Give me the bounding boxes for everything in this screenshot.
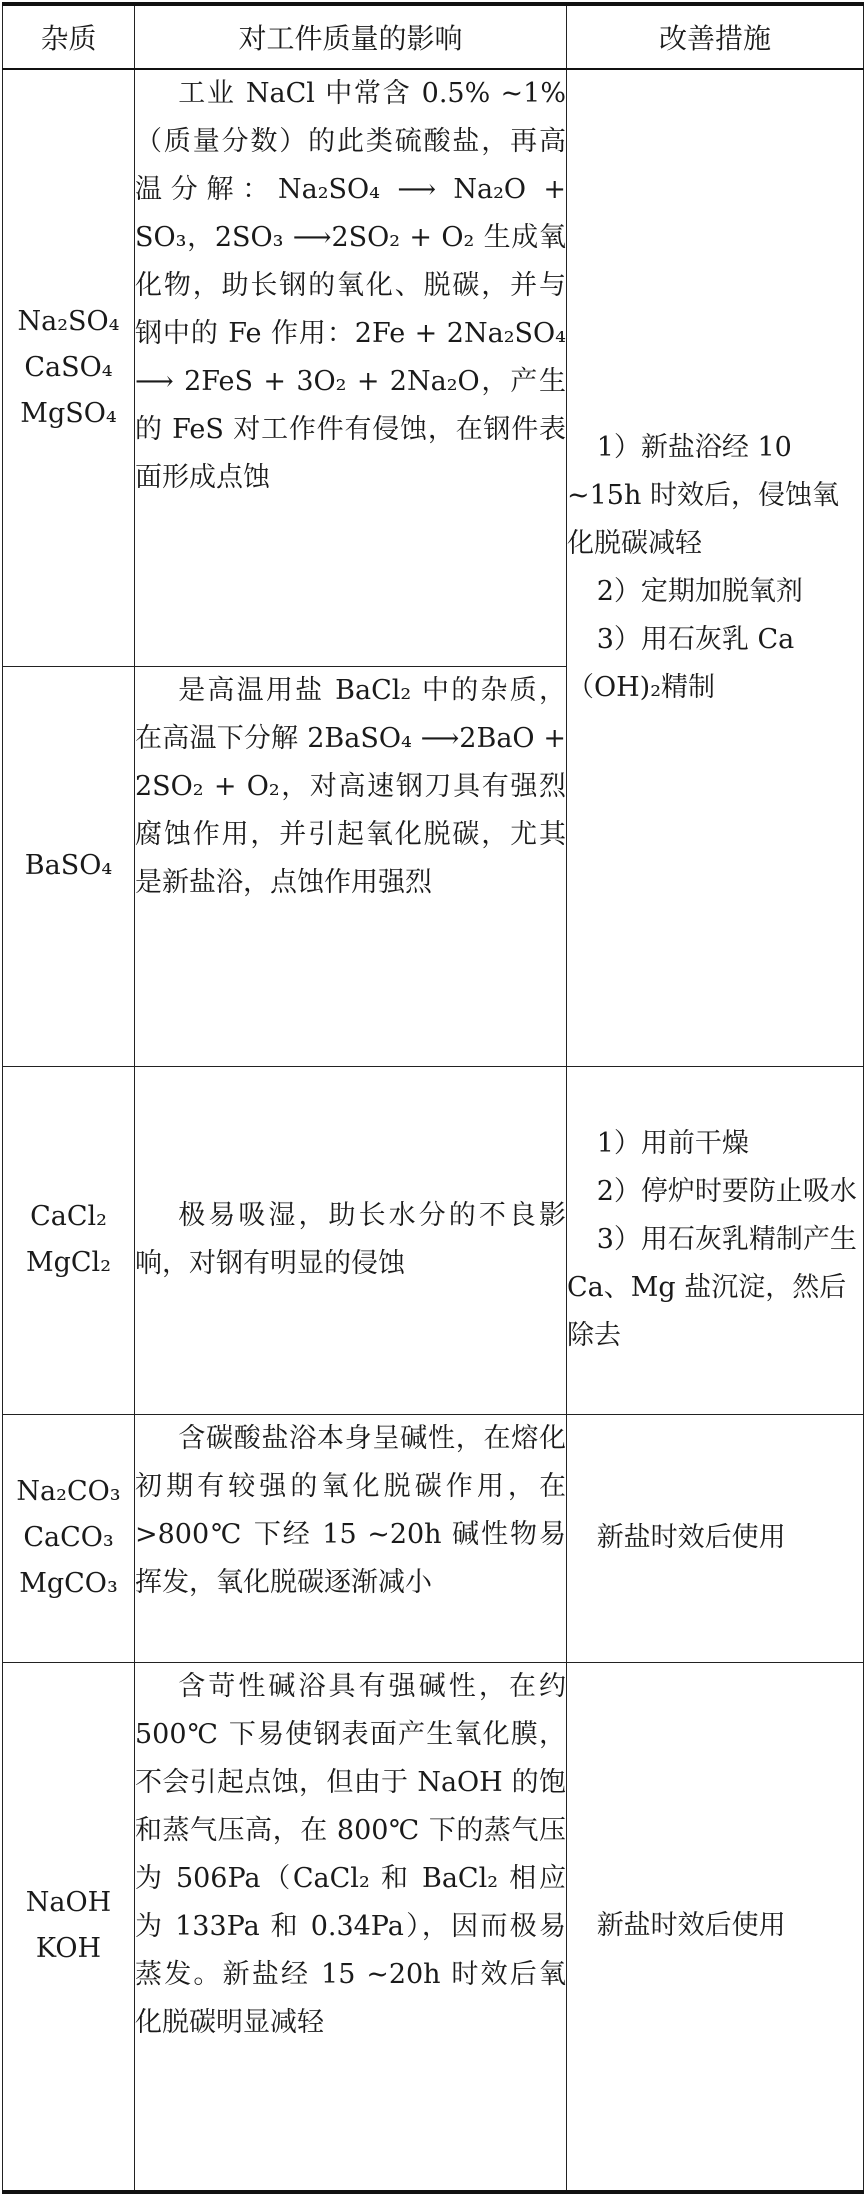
impurity-cell xyxy=(3,1066,135,1414)
impurity-name: KOH xyxy=(35,1933,102,1965)
measure-item: 3）用石灰乳精制产生 Ca、Mg 盐沉淀，然后除去 xyxy=(567,1224,857,1351)
effect-text: 工业 NaCl 中常含 0.5% ~1%（质量分数）的此类硫酸盐，再高温分解：Na₂SO₄ ⟶ Na₂O + SO₃，2SO₃ ⟶2SO₂ + O₂ 生成氧化物，助长钢的氧化、脱碳，并与钢中的 Fe 作用：2Fe + 2Na₂SO₄ ⟶ 2FeS + 3O₂ + 2Na₂O，产生的 FeS 对工作件有侵蚀，在钢件表面形成点蚀 xyxy=(135,78,566,493)
measure-cell-sulfates xyxy=(567,69,864,1066)
table-row xyxy=(3,69,864,666)
effect-text: 含碳酸盐浴本身呈碱性，在熔化初期有较强的氧化脱碳作用，在 >800℃ 下经 15 ~20h 碱性物易挥发，氧化脱碳逐渐减小 xyxy=(135,1422,566,1598)
impurity-cell xyxy=(3,666,135,1066)
header-impurity: 杂质 xyxy=(3,4,135,69)
impurity-cell xyxy=(3,69,135,666)
effect-text: 是高温用盐 BaCl₂ 中的杂质，在高温下分解 2BaSO₄ ⟶2BaO + 2SO₂ + O₂，对高速钢刀具有强烈腐蚀作用，并引起氧化脱碳，尤其是新盐浴，点蚀作用强烈 xyxy=(135,674,566,898)
effect-cell xyxy=(135,69,567,666)
table-row xyxy=(3,1414,864,1662)
impurity-name: MgCl₂ xyxy=(25,1247,112,1278)
header-measure: 改善措施 xyxy=(567,4,864,69)
table-row xyxy=(3,1662,864,2192)
effect-cell xyxy=(135,1414,567,1662)
impurity-name: CaSO₄ xyxy=(24,351,113,383)
impurity-name: MgSO₄ xyxy=(20,397,117,429)
impurity-name: Na₂CO₃ xyxy=(16,1476,121,1508)
impurity-name: BaSO₄ xyxy=(24,850,113,882)
impurity-name: CaCl₂ xyxy=(30,1201,107,1233)
effect-text: 极易吸湿，助长水分的不良影响，对钢有明显的侵蚀 xyxy=(135,1200,566,1279)
measure-cell xyxy=(567,1414,864,1662)
measure-item: 新盐时效后使用 xyxy=(596,1910,786,1942)
impurity-name: CaCO₃ xyxy=(23,1522,114,1554)
effect-cell xyxy=(135,1662,567,2192)
impurity-name: MgCO₃ xyxy=(19,1567,118,1599)
table-row xyxy=(3,1066,864,1414)
impurity-cell xyxy=(3,1414,135,1662)
header-effect: 对工件质量的影响 xyxy=(135,4,567,69)
impurity-name: Na₂SO₄ xyxy=(17,305,120,337)
measure-cell xyxy=(567,1662,864,2192)
measure-item: 1）新盐浴经 10 ~15h 时效后，侵蚀氧化脱碳减轻 xyxy=(567,431,839,559)
measure-item: 2）停炉时要防止吸水 xyxy=(596,1176,857,1207)
impurity-table xyxy=(2,2,864,2194)
impurity-name: NaOH xyxy=(25,1887,112,1919)
measure-item: 新盐时效后使用 xyxy=(596,1522,786,1553)
measure-cell xyxy=(567,1066,864,1414)
impurity-cell xyxy=(3,1662,135,2192)
measure-item: 3）用石灰乳 Ca（OH)₂精制 xyxy=(567,623,795,703)
measure-item: 2）定期加脱氧剂 xyxy=(596,575,803,607)
effect-cell xyxy=(135,1066,567,1414)
measure-item: 1）用前干燥 xyxy=(596,1128,749,1159)
effect-text: 含苛性碱浴具有强碱性，在约 500℃ 下易使钢表面产生氧化膜，不会引起点蚀，但由于 NaOH 的饱和蒸气压高，在 800℃ 下的蒸气压为 506Pa（CaCl₂ 和 BaCl₂ 相应为 133Pa 和 0.34Pa），因而极易蒸发。新盐经 15 ~20h 时效后氧化脱碳明显减轻 xyxy=(135,1670,566,2038)
table-header-row xyxy=(3,4,864,69)
effect-cell xyxy=(135,666,567,1066)
